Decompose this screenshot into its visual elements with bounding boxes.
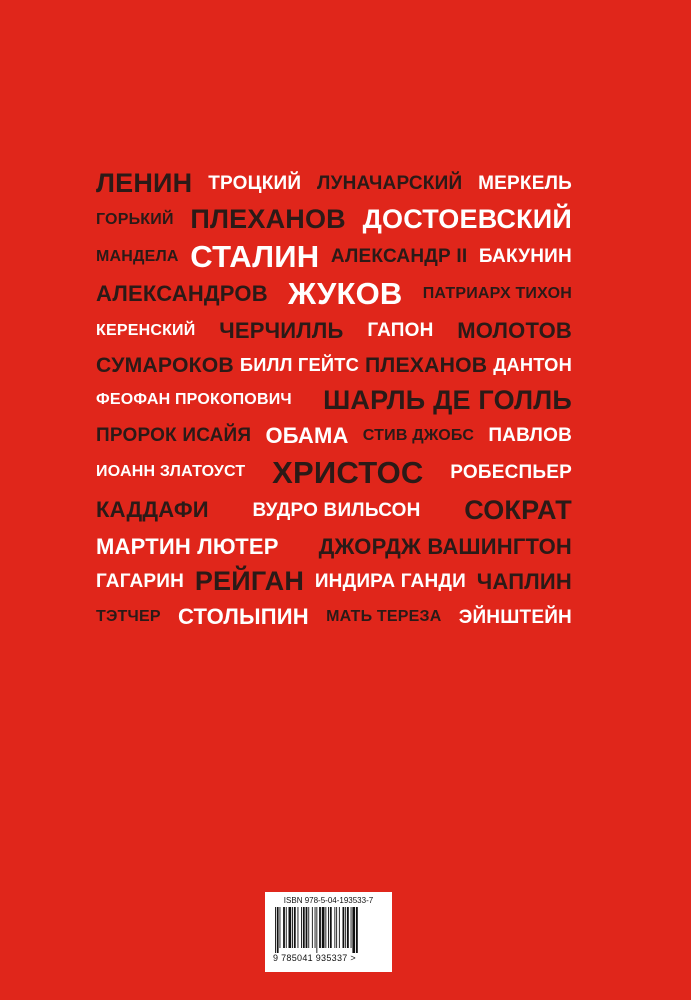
name-word: ГАПОН [367, 320, 434, 341]
barcode-bar [319, 907, 321, 948]
word-row [96, 418, 572, 453]
name-word: ФЕОФАН ПРОКОПОВИЧ [96, 391, 292, 408]
barcode-bar [345, 907, 346, 948]
name-word: КЕРЕНСКИЙ [96, 321, 196, 339]
word-row [96, 599, 572, 635]
isbn-barcode-block [265, 892, 392, 972]
name-word: ШАРЛЬ ДЕ ГОЛЛЬ [323, 384, 572, 415]
name-word: ГАГАРИН [96, 571, 185, 592]
isbn-label: ISBN 978-5-04-193533-7 [283, 896, 374, 905]
name-word: МОЛОТОВ [457, 317, 572, 343]
name-word: МЕРКЕЛЬ [478, 172, 572, 194]
barcode-bar [276, 907, 278, 953]
name-word: ДОСТОЕВСКИЙ [362, 204, 572, 234]
name-word: АЛЕКСАНДР II [330, 246, 468, 267]
barcode-bar [316, 907, 317, 953]
barcode-bar [275, 907, 276, 953]
barcode-bar [329, 907, 331, 948]
name-word: СУМАРОКОВ [96, 353, 234, 377]
name-word: ЧАПЛИН [476, 568, 572, 594]
name-word: ПРОРОК ИСАЙЯ [96, 425, 252, 446]
name-word: СТАЛИН [190, 239, 320, 274]
name-word: ИОАНН ЗЛАТОУСТ [96, 463, 246, 480]
isbn-digits: 9 785041 935337 > [273, 953, 356, 963]
name-word: СТОЛЫПИН [177, 604, 309, 629]
barcode-bar [328, 907, 329, 948]
name-word: КАДДАФИ [96, 497, 209, 522]
name-word: РОБЕСПЬЕР [450, 461, 572, 483]
name-word: ОБАМА [265, 422, 349, 448]
name-word: ПАВЛОВ [488, 425, 572, 446]
word-row [96, 453, 572, 491]
word-row [96, 564, 572, 599]
barcode-bar [356, 907, 358, 953]
barcode-bar [301, 907, 302, 948]
barcode-bar [342, 907, 344, 948]
name-word: БАКУНИН [478, 246, 572, 267]
barcode-bar [311, 907, 312, 948]
barcode-bar [279, 907, 280, 948]
name-word: ЖУКОВ [288, 276, 403, 311]
barcode-bar [352, 907, 355, 953]
name-word: ДАНТОН [493, 354, 572, 376]
word-row [96, 165, 572, 201]
barcode-bar [314, 907, 315, 948]
name-word: ТРОЦКИЙ [208, 172, 302, 194]
name-word: РЕЙГАН [194, 566, 305, 596]
name-word: БИЛЛ ГЕЙТС [239, 354, 359, 376]
barcode-bar [308, 907, 309, 948]
barcode-bar [334, 907, 335, 948]
name-word: ХРИСТОС [272, 454, 424, 490]
barcode-bar [350, 907, 351, 948]
barcode-bar [297, 907, 298, 948]
word-row [96, 491, 572, 529]
barcode-bar [283, 907, 285, 948]
word-row [96, 238, 572, 275]
barcode-bar [321, 907, 324, 948]
name-word: ТЭТЧЕР [96, 608, 161, 625]
word-row [96, 275, 572, 312]
name-word: ЛУНАЧАРСКИЙ [317, 172, 463, 194]
name-word: ПЛЕХАНОВ [190, 204, 346, 234]
barcode-bar [288, 907, 291, 948]
name-word: МАРТИН ЛЮТЕР [96, 533, 279, 559]
name-word: ДЖОРДЖ ВАШИНГТОН [318, 533, 572, 559]
name-word: АЛЕКСАНДРОВ [96, 280, 268, 306]
name-word: МАНДЕЛА [96, 247, 179, 265]
name-word: СОКРАТ [464, 494, 572, 525]
barcode-bar [336, 907, 337, 948]
name-word: ВУДРО ВИЛЬСОН [252, 499, 421, 521]
name-word: ЧЕРЧИЛЛЬ [219, 317, 344, 343]
barcode-bar [305, 907, 307, 948]
name-word: ЛЕНИН [96, 167, 193, 198]
word-row [96, 201, 572, 238]
name-word: МАТЬ ТЕРЕЗА [326, 608, 442, 625]
name-word-cloud [96, 165, 572, 635]
barcode-bar [293, 907, 295, 948]
barcode-bar [285, 907, 286, 948]
name-word: ГОРЬКИЙ [96, 210, 174, 228]
name-word: СТИВ ДЖОБС [362, 426, 475, 444]
word-row [96, 529, 572, 564]
barcode-bar [292, 907, 293, 948]
word-row [96, 312, 572, 349]
name-word: ПЛЕХАНОВ [364, 353, 488, 377]
barcode-bar [338, 907, 339, 948]
word-row [96, 382, 572, 418]
name-word: ИНДИРА ГАНДИ [314, 571, 466, 592]
barcode-bar [302, 907, 304, 948]
name-word: ПАТРИАРХ ТИХОН [422, 284, 572, 302]
barcode-bar [347, 907, 349, 948]
barcode-bar [325, 907, 326, 948]
word-row [96, 349, 572, 382]
barcode-image [273, 907, 385, 953]
name-word: ЭЙНШТЕЙН [458, 606, 572, 628]
